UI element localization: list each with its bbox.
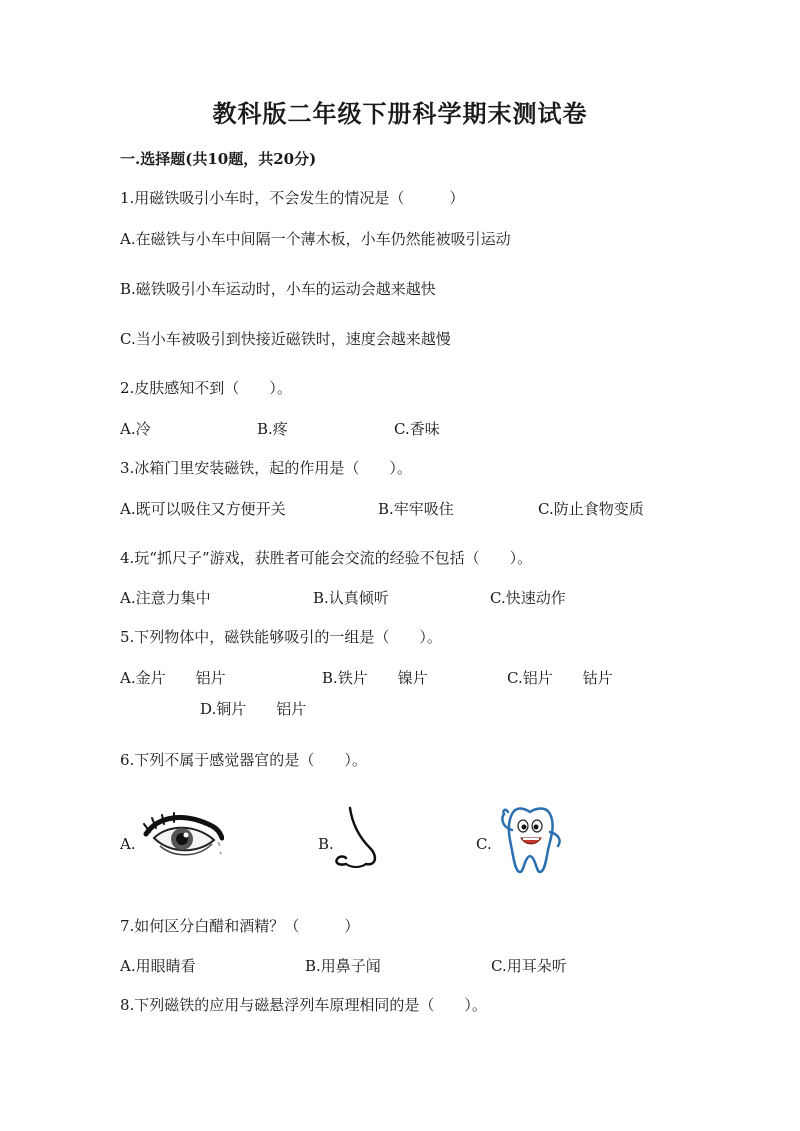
question-5-option-a[interactable]: A.金片 铝片: [120, 669, 226, 687]
page-title: 教科版二年级下册科学期末测试卷: [212, 99, 588, 128]
question-5-option-d[interactable]: D.铜片 铝片: [200, 700, 307, 718]
question-1-option-b[interactable]: B.磁铁吸引小车运动时，小车的运动会越来越快: [120, 280, 436, 298]
question-3-stem: 3.冰箱门里安装磁铁，起的作用是（ ）。: [120, 459, 412, 477]
question-4-option-a[interactable]: A.注意力集中: [120, 589, 211, 607]
question-2-option-c[interactable]: C.香味: [394, 420, 440, 438]
question-7-option-c[interactable]: C.用耳朵听: [491, 957, 567, 975]
question-6-stem: 6.下列不属于感觉器官的是（ ）。: [120, 751, 367, 769]
question-2-stem: 2.皮肤感知不到（ ）。: [120, 379, 292, 397]
question-2-option-b[interactable]: B.疼: [257, 420, 288, 438]
question-5-option-c[interactable]: C.铝片 钴片: [507, 669, 613, 687]
eye-icon[interactable]: [140, 812, 224, 872]
section-heading: 一.选择题(共10题，共20分): [120, 150, 317, 168]
question-3-option-a[interactable]: A.既可以吸住又方便开关: [120, 500, 286, 518]
question-3-option-b[interactable]: B.牢牢吸住: [378, 500, 454, 518]
question-7-option-a[interactable]: A.用眼睛看: [120, 957, 196, 975]
question-3-option-c[interactable]: C.防止食物变质: [538, 500, 644, 518]
question-6-option-b[interactable]: B.: [318, 835, 334, 853]
question-4-stem: 4.玩“抓尺子”游戏，获胜者可能会交流的经验不包括（ ）。: [120, 549, 533, 567]
question-8-stem: 8.下列磁铁的应用与磁悬浮列车原理相同的是（ ）。: [120, 996, 487, 1014]
question-6-option-a[interactable]: A.: [120, 835, 136, 853]
tooth-icon[interactable]: [494, 800, 566, 880]
question-4-option-b[interactable]: B.认真倾听: [313, 589, 389, 607]
question-7-stem: 7.如何区分白醋和酒精？（ ）: [120, 917, 360, 935]
question-7-option-b[interactable]: B.用鼻子闻: [305, 957, 381, 975]
question-1-stem: 1.用磁铁吸引小车时，不会发生的情况是（ ）: [120, 189, 465, 207]
question-2-option-a[interactable]: A.冷: [120, 420, 151, 438]
question-1-option-a[interactable]: A.在磁铁与小车中间隔一个薄木板，小车仍然能被吸引运动: [120, 230, 511, 248]
question-1-option-c[interactable]: C.当小车被吸引到快接近磁铁时，速度会越来越慢: [120, 330, 451, 348]
question-6-option-c[interactable]: C.: [476, 835, 492, 853]
question-5-stem: 5.下列物体中，磁铁能够吸引的一组是（ ）。: [120, 628, 442, 646]
question-4-option-c[interactable]: C.快速动作: [490, 589, 566, 607]
question-5-option-b[interactable]: B.铁片 镍片: [322, 669, 428, 687]
nose-icon[interactable]: [332, 806, 384, 876]
